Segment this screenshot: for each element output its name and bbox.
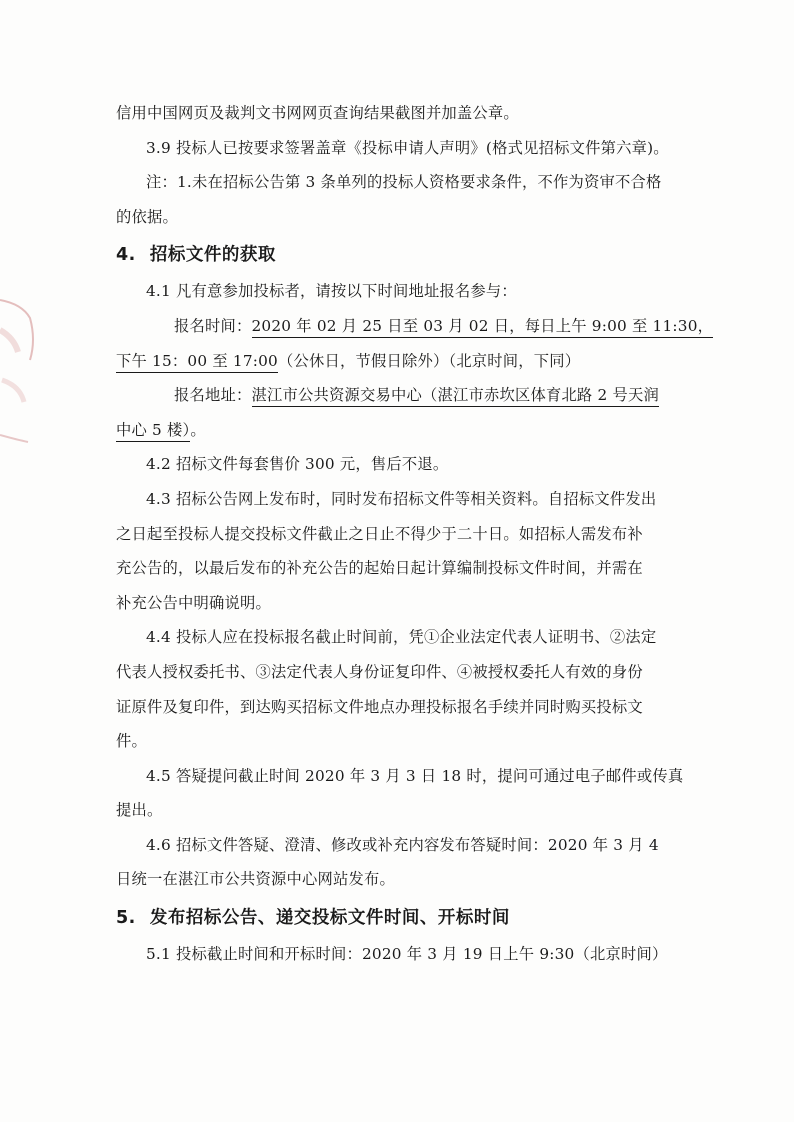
clause-4-4: 4.4 投标人应在投标报名截止时间前，凭①企业法定代表人证明书、②法定 [146, 628, 657, 647]
clause-4-4-cont: 证原件及复印件，到达购买招标文件地点办理投标报名手续并同时购买投标文 [116, 697, 643, 716]
section-number: 4. [116, 245, 136, 266]
registration-address-value: 湛江市公共资源交易中心（湛江市赤坎区体育北路 2 号天润 [252, 386, 659, 407]
registration-time-afternoon: 下午 15：00 至 17:00 [116, 352, 278, 373]
section-number: 5. [116, 908, 136, 929]
section-heading-5 [116, 897, 676, 937]
registration-time-value: 2020 年 02 月 25 日至 03 月 02 日，每日上午 9:00 至 11:30， [252, 317, 714, 338]
section-heading-4 [116, 234, 676, 274]
clause-4-4-cont: 代表人授权委托书、③法定代表人身份证复印件、④被授权委托人有效的身份 [116, 662, 643, 681]
section-title: 招标文件的获取 [149, 245, 276, 266]
section-title: 发布招标公告、递交投标文件时间、开标时间 [149, 908, 510, 929]
clause-4-4-cont: 件。 [116, 732, 147, 751]
paragraph-line: 信用中国网页及裁判文书网网页查询结果截图并加盖公章。 [116, 104, 519, 122]
clause-4-5-cont: 提出。 [116, 801, 163, 820]
note-line: 的依据。 [116, 207, 178, 226]
clause-4-2: 4.2 招标文件每套售价 300 元，售后不退。 [146, 455, 449, 474]
clause-4-5: 4.5 答疑提问截止时间 2020 年 3 月 3 日 18 时，提问可通过电子邮件或传真 [146, 766, 684, 785]
registration-time-note: （公休日，节假日除外）（北京时间，下同） [278, 351, 581, 370]
registration-address-label: 报名地址： [174, 386, 252, 405]
registration-address-line-cont [116, 413, 676, 448]
clause-4-3-cont: 补充公告中明确说明。 [116, 593, 271, 612]
registration-address-line [116, 378, 676, 413]
registration-time-line-cont [116, 344, 676, 379]
clause-4-1: 4.1 凡有意参加投标者，请按以下时间地址报名参与： [146, 282, 517, 301]
clause-5-1: 5.1 投标截止时间和开标时间：2020 年 3 月 19 日上午 9:30（北京时间） [146, 945, 668, 964]
seal-stamp-fragment [0, 290, 40, 450]
clause-4-3: 4.3 招标公告网上发布时，同时发布招标文件等相关资料。自招标文件发出 [146, 489, 657, 508]
registration-address-value-cont: 中心 5 楼） [116, 421, 190, 442]
clause-4-6-cont: 日统一在湛江市公共资源中心网站发布。 [116, 870, 395, 889]
clause-4-3-cont: 充公告的，以最后发布的补充公告的起始日起计算编制投标文件时间，并需在 [116, 559, 643, 578]
note-line: 注：1.未在招标公告第 3 条单列的投标人资格要求条件，不作为资审不合格 [146, 173, 662, 192]
clause-4-3-cont: 之日起至投标人提交投标文件截止之日止不得少于二十日。如招标人需发布补 [116, 524, 643, 543]
clause-3-9: 3.9 投标人已按要求签署盖章《投标申请人声明》(格式见招标文件第六章)。 [146, 138, 669, 157]
document-body [116, 96, 714, 972]
registration-time-label: 报名时间： [174, 316, 252, 335]
clause-4-6: 4.6 招标文件答疑、澄清、修改或补充内容发布答疑时间：2020 年 3 月 4 [146, 835, 659, 854]
registration-time-line [116, 309, 714, 344]
punctuation: 。 [190, 420, 206, 439]
